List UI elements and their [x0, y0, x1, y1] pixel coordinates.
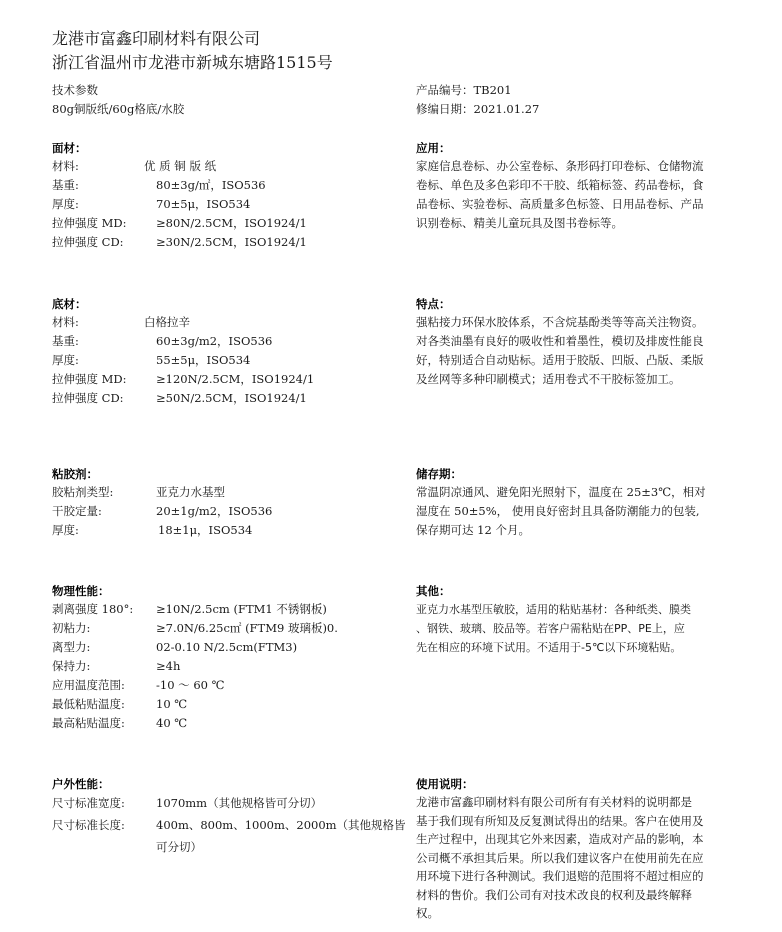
row-value: 1070mm（其他规格皆可分切）	[156, 796, 323, 810]
revise-date: 修编日期：2021.01.27	[416, 102, 540, 116]
text-line: 卷标、单色及多色彩印不干胶、纸箱标签、药品卷标，食	[416, 178, 704, 192]
outdoor-table	[52, 794, 404, 864]
row-value: 20±1g/m2，ISO536	[156, 504, 273, 518]
row-value: 55±5μ，ISO534	[156, 353, 251, 367]
row-value: -10 ～ 60 ℃	[156, 678, 225, 692]
row-label: 拉伸强度 CD:	[52, 235, 124, 249]
row-label: 最低粘贴温度:	[52, 697, 125, 711]
row-value: 白格拉辛	[144, 315, 190, 329]
adhesive-table	[52, 483, 392, 543]
row-label: 尺寸标准长度:	[52, 818, 125, 832]
row-value: 优 质 铜 版 纸	[144, 159, 217, 173]
row-value: 40 ℃	[156, 716, 188, 730]
text-line: 材料的售价。我们公司有对技术改良的权利及最终解释	[416, 887, 692, 902]
text-line: 家庭信息卷标、办公室卷标、条形码打印卷标、仓储物流	[416, 159, 704, 173]
usage-title: 使用说明：	[416, 777, 474, 791]
features-title: 特点：	[416, 297, 451, 311]
usage-text	[416, 793, 750, 923]
product-number: 产品编号：TB201	[416, 83, 512, 97]
row-label: 基重:	[52, 178, 79, 192]
text-line: 强粘接力环保水胶体系，不含烷基酚类等等高关注物资。	[416, 315, 704, 329]
row-label: 尺寸标准宽度:	[52, 796, 125, 810]
row-label: 应用温度范围:	[52, 678, 125, 692]
adhesive-title: 粘胶剂：	[52, 467, 98, 481]
features-text	[416, 313, 750, 389]
base-material-table	[52, 313, 392, 413]
row-label: 拉伸强度 CD:	[52, 391, 124, 405]
row-label: 剥离强度 180°:	[52, 602, 134, 616]
row-label: 拉伸强度 MD:	[52, 216, 127, 230]
row-label: 基重:	[52, 334, 79, 348]
text-line: 常温阴凉通风、避免阳光照射下，温度在 25±3℃，相对	[416, 485, 706, 499]
row-label: 材料:	[52, 159, 79, 173]
face-material-table	[52, 157, 392, 257]
row-value: 400m、800m、1000m、2000m（其他规格皆	[156, 818, 406, 832]
tech-params-label: 技术参数	[52, 83, 98, 97]
text-line: 公司概不承担其后果。所以我们建议客户在使用前先在应	[416, 850, 704, 865]
text-line: 生产过程中，出现其它外来因素，造成对产品的影响，本	[416, 832, 704, 846]
row-label: 初粘力:	[52, 621, 91, 635]
row-value: 80±3g/㎡，ISO536	[156, 178, 266, 192]
text-line: 识别卷标、精美儿童玩具及图书卷标等。	[416, 216, 623, 230]
row-label: 拉伸强度 MD:	[52, 372, 127, 386]
company-address: 浙江省温州市龙港市新城东塘路1515号	[52, 53, 333, 72]
physical-table	[52, 600, 402, 735]
text-line: 湿度在 50±5%， 使用良好密封且具备防潮能力的包装,	[416, 504, 700, 518]
row-value: ≥7.0N/6.25c㎡ (FTM9 玻璃板)0.	[156, 621, 338, 635]
face-material-title: 面材：	[52, 141, 87, 155]
text-line: 及丝网等多种印刷模式；适用卷式不干胶标签加工。	[416, 372, 681, 386]
row-label: 保持力:	[52, 659, 91, 673]
text-line: 权。	[416, 906, 439, 920]
row-value: ≥30N/2.5CM，ISO1924/1	[156, 235, 307, 249]
company-name: 龙港市富鑫印刷材料有限公司	[52, 29, 261, 48]
row-label: 厚度:	[52, 523, 79, 537]
text-line: 好，特别适合自动贴标。适用于胶版、凹版、凸版、柔版	[416, 353, 704, 367]
text-line: 亚克力水基型压敏胶，适用的粘贴基材：各种纸类、膜类	[416, 603, 691, 616]
text-line: 用环境下进行各种测试。我们退赔的范围将不超过相应的	[416, 869, 704, 883]
outdoor-title: 户外性能：	[52, 777, 110, 791]
application-title: 应用：	[416, 141, 451, 155]
row-label: 离型力:	[52, 640, 91, 654]
text-line: 基于我们现有所知及反复测试得出的结果。客户在使用及	[416, 813, 704, 828]
row-value: 70±5μ，ISO534	[156, 197, 251, 211]
row-value: 02-0.10 N/2.5cm(FTM3)	[156, 640, 298, 654]
row-value: ≥120N/2.5CM，ISO1924/1	[156, 372, 315, 386]
base-material-title: 底材：	[52, 297, 87, 311]
row-value: ≥10N/2.5cm (FTM1 不锈钢板)	[156, 602, 327, 616]
product-description: 80g铜版纸/60g格底/水胶	[52, 102, 185, 116]
row-value: 亚克力水基型	[156, 485, 225, 499]
physical-title: 物理性能：	[52, 584, 110, 598]
row-label: 最高粘贴温度:	[52, 716, 125, 730]
row-value: 60±3g/m2，ISO536	[156, 334, 273, 348]
other-text	[416, 600, 756, 657]
text-line: 先在相应的环境下试用。不适用于-5℃以下环境粘贴。	[416, 641, 682, 654]
row-value: 10 ℃	[156, 697, 188, 711]
row-value: ≥80N/2.5CM，ISO1924/1	[156, 216, 307, 230]
row-label: 厚度:	[52, 353, 79, 367]
row-value: 18±1μ，ISO534	[158, 523, 253, 537]
row-label: 干胶定量:	[52, 504, 102, 518]
storage-text	[416, 483, 750, 540]
text-line: 保存期可达 12 个月。	[416, 523, 530, 537]
row-value: ≥4h	[156, 659, 181, 673]
application-text	[416, 157, 750, 233]
row-label: 材料:	[52, 315, 79, 329]
text-line: 品卷标、实验卷标、高质量多色标签、日用品卷标、产品	[416, 197, 704, 211]
other-title: 其他：	[416, 584, 451, 598]
text-line: 对各类油墨有良好的吸收性和着墨性，模切及排废性能良	[416, 334, 704, 348]
row-value: ≥50N/2.5CM，ISO1924/1	[156, 391, 307, 405]
row-label: 胶粘剂类型:	[52, 485, 114, 499]
text-line: 龙港市富鑫印刷材料有限公司所有有关材料的说明都是	[416, 795, 692, 809]
row-value: 可分切）	[156, 840, 202, 854]
storage-title: 储存期：	[416, 467, 462, 481]
text-line: 、钢铁、玻璃、胶品等。若客户需粘贴在PP、PE上，应	[416, 622, 685, 635]
row-label: 厚度:	[52, 197, 79, 211]
